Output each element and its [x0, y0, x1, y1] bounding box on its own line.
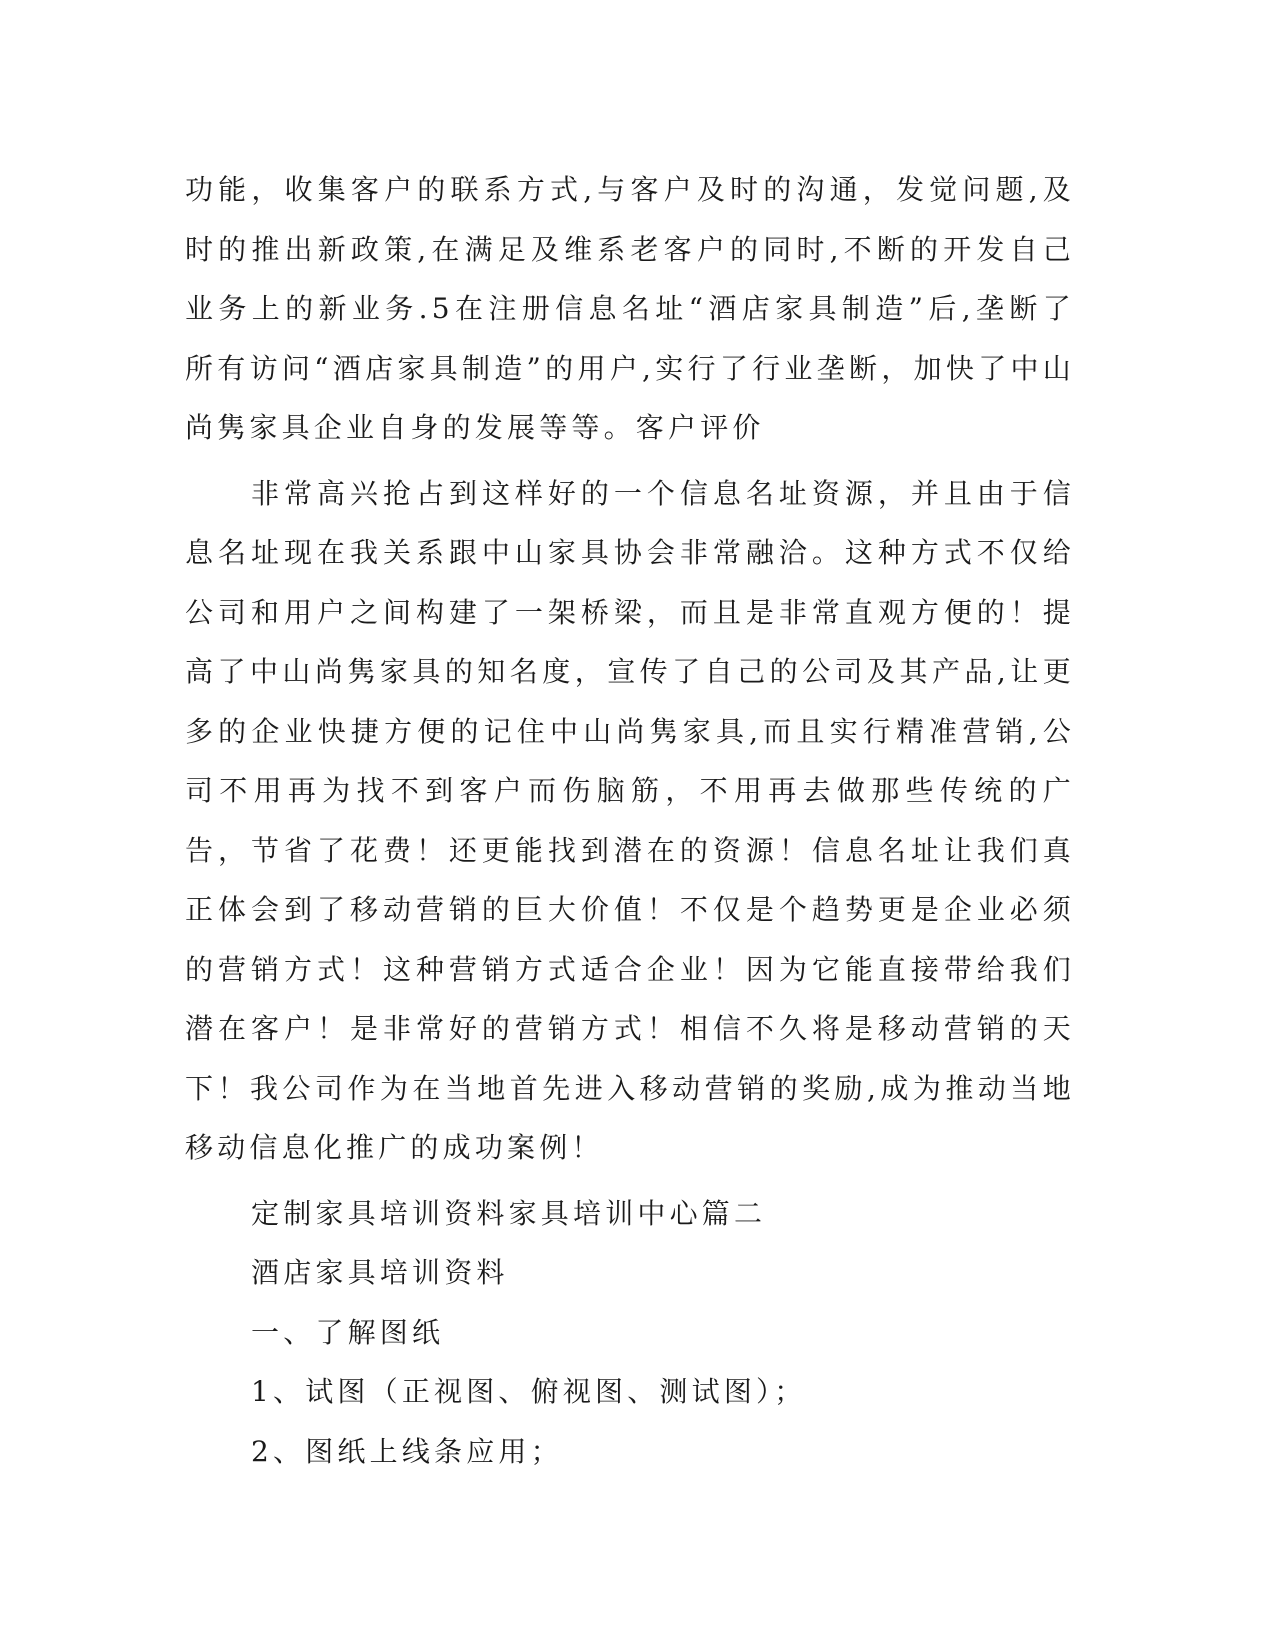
list-item: 1、试图（正视图、俯视图、测试图）； [251, 1375, 807, 1408]
paragraph-intro: 功能，收集客户的联系方式,与客户及时的沟通，发觉问题,及时的推出新政策,在满足及维系老客户的同时,不断的开发自己业务上的新业务.5在注册信息名址“酒店家具制造”后,垄断了所有访问“酒店家具制造”的用户,实行了行业垄断，加快了中山尚隽家具企业自身的发展等等。客户评价 [185, 173, 1075, 444]
list-item: 2、图纸上线条应用； [251, 1434, 563, 1468]
paragraph-customer-review: 非常高兴抢占到这样好的一个信息名址资源，并且由于信息名址现在我关系跟中山家具协会非常融洽。这种方式不仅给公司和用户之间构建了一架桥梁，而且是非常直观方便的！提高了中山尚隽家具的知名度，宣传了自己的公司及其产品,让更多的企业快捷方便的记住中山尚隽家具,而且实行精准营销,公司不用再为找不到客户而伤脑筋，不用再去做那些传统的广告，节省了花费！还更能找到潜在的资源！信息名址让我们真正体会到了移动营销的巨大价值！不仅是个趋势更是企业必须的营销方式！这种营销方式适合企业！因为它能直接带给我们潜在客户！是非常好的营销方式！相信不久将是移动营销的天下！我公司作为在当地首先进入移动营销的奖励,成为推动当地移动信息化推广的成功案例！ [185, 476, 1075, 1164]
document-body [185, 160, 1075, 1481]
subsection-title: 酒店家具培训资料 [251, 1256, 509, 1289]
section-title: 定制家具培训资料家具培训中心篇二 [251, 1196, 767, 1230]
list-heading: 一、了解图纸 [251, 1315, 445, 1349]
